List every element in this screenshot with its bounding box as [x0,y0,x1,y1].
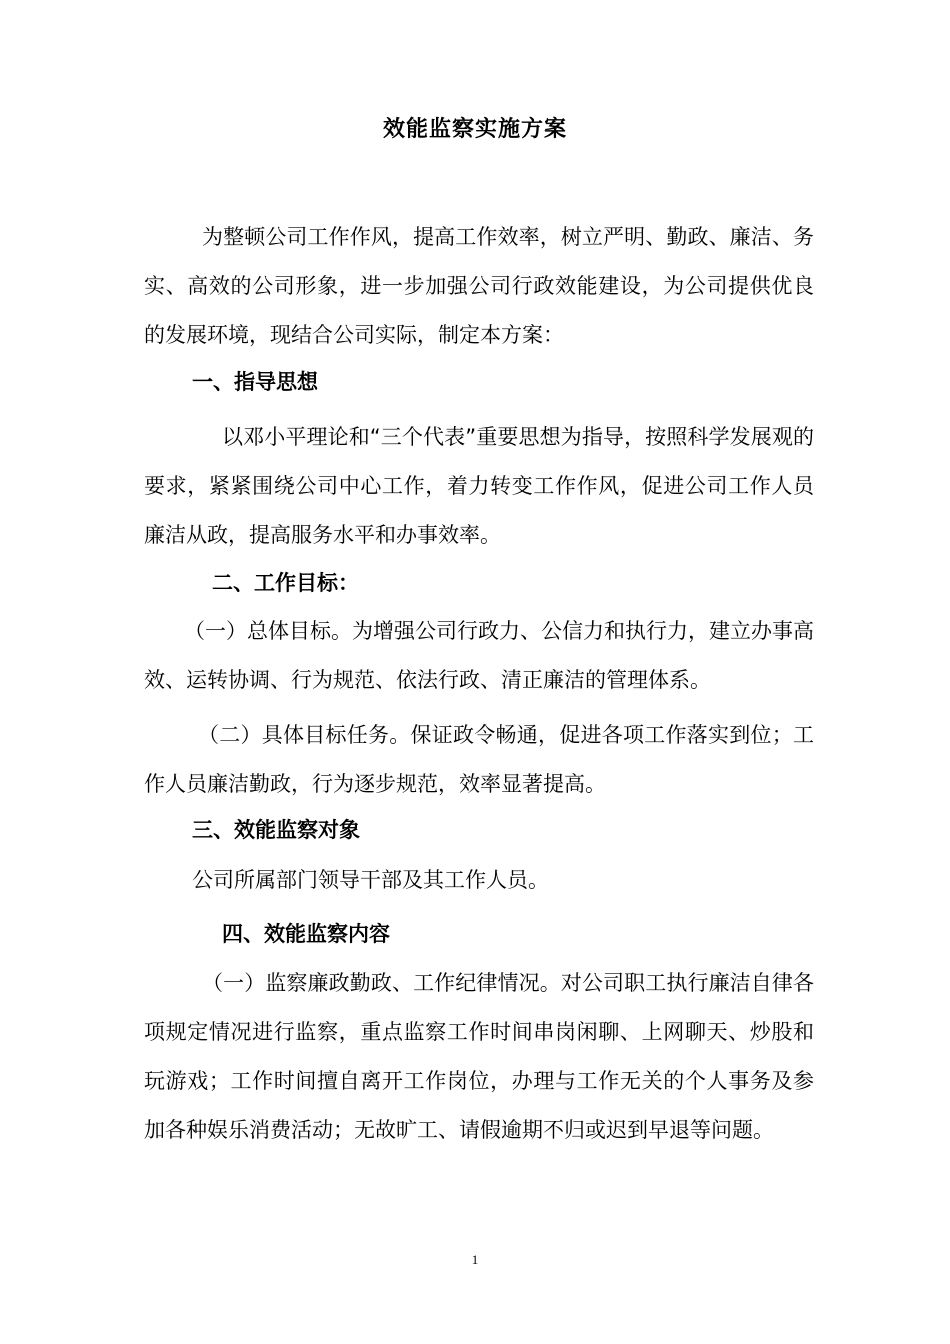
section2-item2: （二）具体目标任务。保证政令畅通，促进各项工作落实到位；工作人员廉洁勤政，行为逐步规范，效率显著提高。 [144,723,814,796]
section4-heading: 四、效能监察内容 [222,922,390,946]
section1-paragraph: 以邓小平理论和“三个代表”重要思想为指导，按照科学发展观的要求，紧紧围绕公司中心工作，着力转变工作作风，促进公司工作人员廉洁从政，提高服务水平和办事效率。 [144,425,814,547]
section1-heading: 一、指导思想 [192,370,318,394]
document-title: 效能监察实施方案 [382,117,567,142]
page-number: 1 [471,1252,479,1267]
section3-heading: 三、效能监察对象 [192,818,360,842]
section3-paragraph: 公司所属部门领导干部及其工作人员。 [192,868,549,892]
intro-paragraph: 为整顿公司工作作风，提高工作效率，树立严明、勤政、廉洁、务实、高效的公司形象，进一步加强公司行政效能建设，为公司提供优良的发展环境，现结合公司实际，制定本方案： [144,225,814,347]
section2-heading: 二、工作目标： [212,571,359,595]
section4-item1: （一）监察廉政勤政、工作纪律情况。对公司职工执行廉洁自律各项规定情况进行监察，重点监察工作时间串岗闲聊、上网聊天、炒股和玩游戏；工作时间擅自离开工作岗位，办理与工作无关的个人事务及参加各种娱乐消费活动；无故旷工、请假逾期不归或迟到早退等问题。 [144,971,814,1142]
section2-item1: （一）总体目标。为增强公司行政力、公信力和执行力，建立办事高效、运转协调、行为规范、依法行政、清正廉洁的管理体系。 [144,619,814,692]
